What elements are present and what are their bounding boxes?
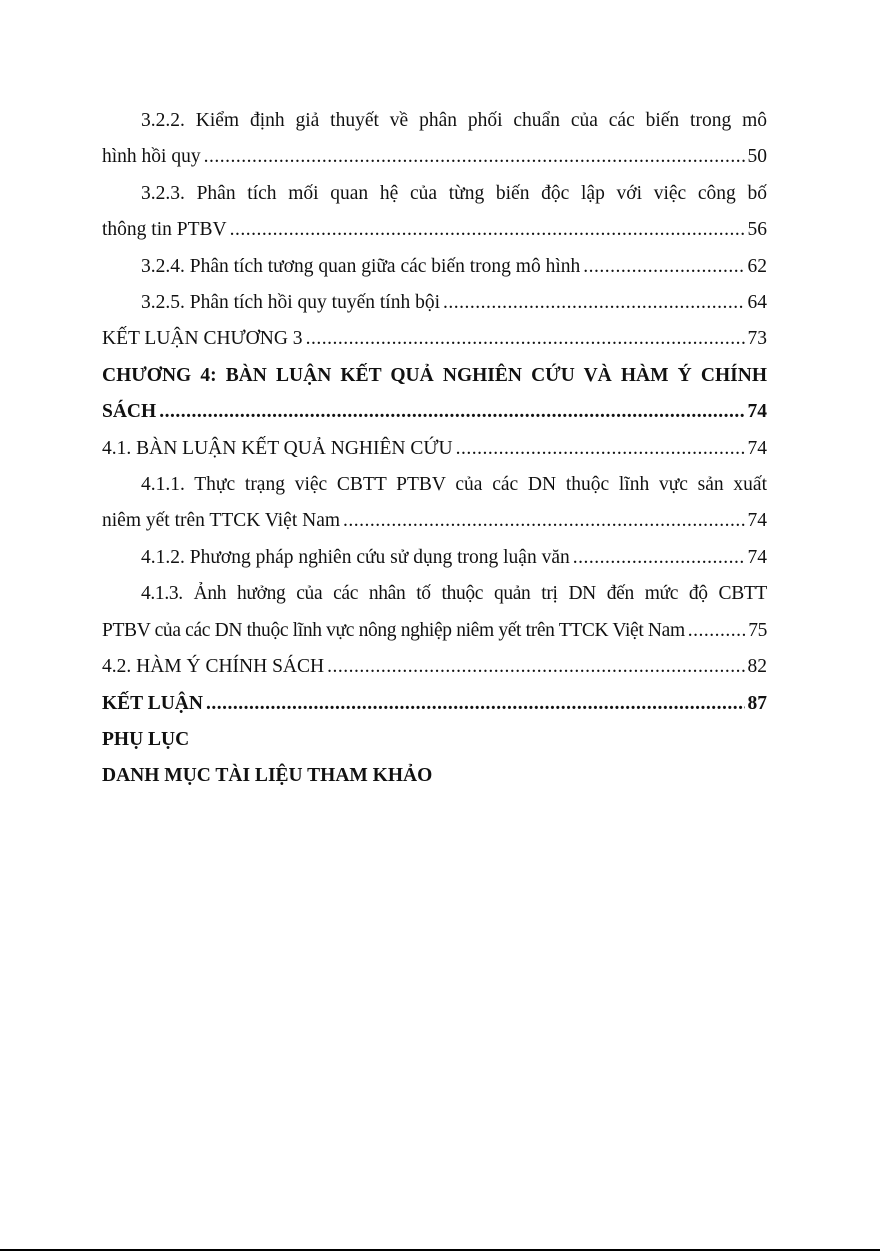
toc-entry-4-1-2 — [102, 540, 767, 576]
toc-entry-chapter-4 — [102, 358, 767, 431]
toc-entry-title-continuation: niêm yết trên TTCK Việt Nam — [102, 510, 341, 532]
dot-leader — [343, 503, 744, 539]
toc-page-number: 62 — [747, 255, 767, 277]
toc-entry-row — [102, 212, 767, 248]
toc-page-number: 87 — [747, 692, 767, 714]
dot-leader — [204, 139, 745, 175]
toc-entry-title-line: 3.2.3. Phân tích mối quan hệ của từng biến độc lập với việc công bố — [141, 182, 767, 204]
toc-entry-title: DANH MỤC TÀI LIỆU THAM KHẢO — [102, 765, 433, 787]
toc-entry-3-2-5 — [102, 285, 767, 321]
dot-leader — [159, 394, 744, 430]
toc-entry-title-line: 4.1.1. Thực trạng việc CBTT PTBV của các DN thuộc lĩnh vực sản xuất — [141, 474, 767, 496]
toc-entry-conclusion — [102, 686, 767, 722]
toc-entry-4-1-3 — [102, 576, 767, 649]
toc-entry-title-line: 3.2.2. Kiểm định giả thuyết về phân phối chuẩn của các biến trong mô — [141, 110, 767, 131]
toc-entry-appendix — [102, 722, 767, 758]
toc-entry-row — [102, 431, 767, 467]
toc-entry-references — [102, 758, 767, 794]
dot-leader — [327, 649, 744, 685]
dot-leader — [573, 540, 745, 576]
toc-entry-title: 4.1.2. Phương pháp nghiên cứu sử dụng trong luận văn — [141, 546, 570, 568]
toc-page-number: 82 — [747, 656, 767, 678]
toc-entry-title-continuation: hình hồi quy — [102, 146, 201, 168]
toc-entry-row — [102, 321, 767, 357]
toc-entry-4-1 — [102, 431, 767, 467]
toc-entry-row — [102, 503, 767, 539]
dot-leader — [456, 431, 745, 467]
dot-leader — [583, 249, 744, 285]
toc-page-number: 56 — [747, 219, 767, 241]
toc-entry-title-line: 4.1.3. Ảnh hưởng của các nhân tố thuộc quản trị DN đến mức độ CBTT — [141, 583, 767, 605]
toc-entry-row — [102, 139, 767, 175]
toc-entry-row — [102, 394, 767, 430]
toc-entry-title: 3.2.4. Phân tích tương quan giữa các biến trong mô hình — [141, 255, 581, 277]
toc-entry-title-line: CHƯƠNG 4: BÀN LUẬN KẾT QUẢ NGHIÊN CỨU VÀ HÀM Ý CHÍNH — [102, 364, 767, 386]
toc-entry-3-2-2 — [102, 103, 767, 176]
toc-entry-conclusion-chapter-3 — [102, 321, 767, 357]
toc-entry-4-1-1 — [102, 467, 767, 540]
table-of-contents — [102, 103, 767, 795]
dot-leader — [306, 321, 745, 357]
dot-leader — [230, 212, 745, 248]
toc-entry-title-continuation: SÁCH — [102, 401, 157, 423]
toc-entry-row — [102, 540, 767, 576]
dot-leader — [206, 686, 745, 722]
toc-entry-title: KẾT LUẬN CHƯƠNG 3 — [102, 328, 303, 350]
toc-page-number: 74 — [747, 437, 767, 459]
dot-leader — [688, 613, 745, 649]
toc-entry-title: 4.1. BÀN LUẬN KẾT QUẢ NGHIÊN CỨU — [102, 437, 453, 459]
toc-entry-3-2-3 — [102, 176, 767, 249]
toc-page-number: 73 — [747, 328, 767, 350]
toc-entry-row — [102, 649, 767, 685]
toc-entry-3-2-4 — [102, 249, 767, 285]
toc-entry-row — [102, 686, 767, 722]
toc-entry-row — [102, 285, 767, 321]
toc-page-number: 74 — [747, 546, 767, 568]
toc-page-number: 64 — [747, 292, 767, 314]
toc-page-number: 50 — [747, 146, 767, 168]
toc-entry-title: 4.2. HÀM Ý CHÍNH SÁCH — [102, 656, 325, 678]
toc-entry-title: PHỤ LỤC — [102, 728, 190, 750]
toc-entry-row — [102, 249, 767, 285]
toc-entry-title-continuation: PTBV của các DN thuộc lĩnh vực nông nghiệp niêm yết trên TTCK Việt Nam — [102, 619, 685, 641]
toc-entry-row — [102, 613, 767, 649]
dot-leader — [443, 285, 745, 321]
toc-entry-title: 3.2.5. Phân tích hồi quy tuyến tính bội — [141, 292, 440, 314]
toc-page-number: 75 — [748, 619, 767, 641]
toc-page-number: 74 — [747, 510, 767, 532]
toc-entry-title: KẾT LUẬN — [102, 692, 203, 714]
toc-entry-title-continuation: thông tin PTBV — [102, 219, 227, 241]
toc-page-number: 74 — [747, 401, 767, 423]
toc-entry-4-2 — [102, 649, 767, 685]
